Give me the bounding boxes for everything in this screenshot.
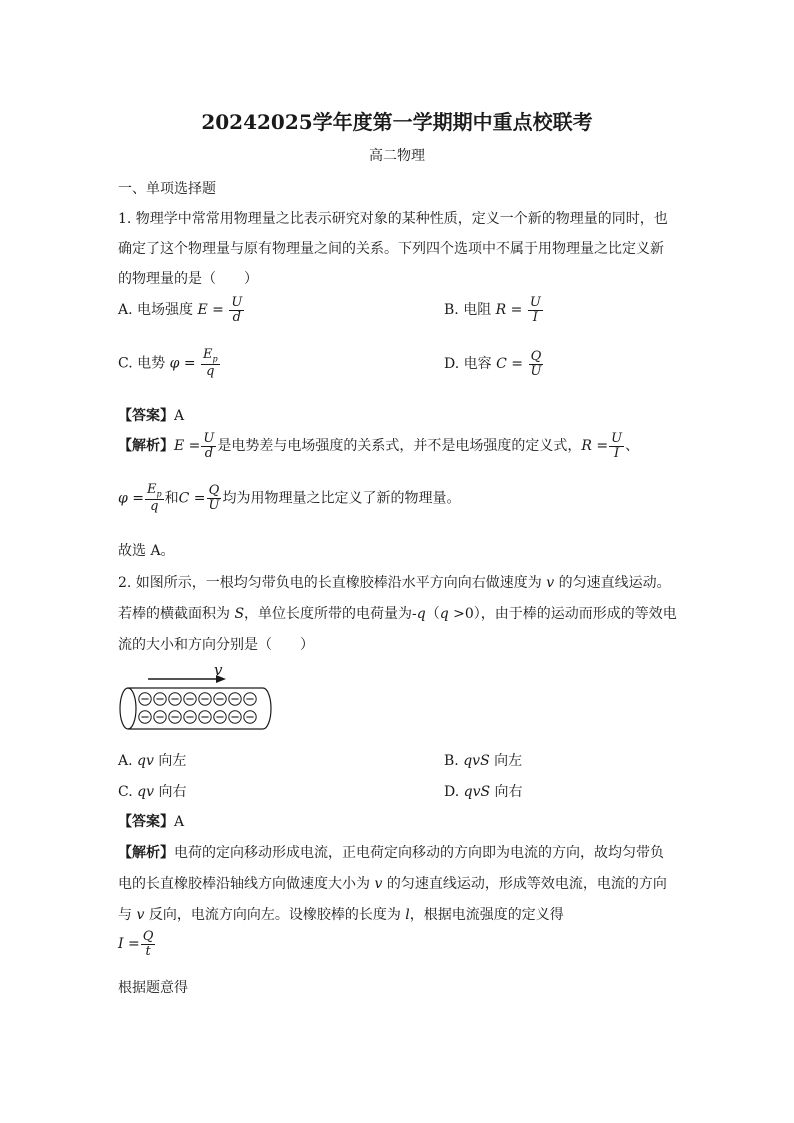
q1-option-a-den: d	[232, 309, 241, 325]
q1-ana-and: 和	[164, 490, 179, 507]
q2-analysis-tag: 【解析】	[118, 845, 174, 861]
q1-analysis-line1	[118, 432, 639, 460]
q2-option-c-label: C.	[118, 784, 138, 800]
q2-stem-line1-b: 的匀速直线运动。	[554, 575, 671, 591]
q1-ana-c-den: U	[208, 497, 220, 513]
q1-option-d-num: Q	[530, 349, 542, 364]
q2-option-b-expr: qvS	[463, 753, 490, 769]
q1-option-a-label: A. 电场强度	[118, 302, 194, 319]
q1-option-b-fraction	[528, 296, 543, 324]
q1-analysis-tag: 【解析】	[118, 438, 174, 455]
q1-ana-text1: 是电势差与电场强度的关系式，并不是电场强度的定义式，	[217, 438, 582, 455]
q2-answer-value: A	[174, 814, 185, 830]
q2-option-b-label: B.	[444, 753, 464, 769]
q1-option-b-label: B. 电阻	[444, 302, 492, 319]
q2-stem-s: S	[234, 606, 245, 622]
q1-ana-text2: 均为用物理量之比定义了新的物理量。	[222, 490, 461, 507]
negative-charges	[139, 693, 256, 723]
q2-option-d	[444, 781, 523, 801]
q2-option-a-label: A.	[118, 753, 138, 769]
q2-stem-line2	[118, 603, 677, 623]
q1-ana-phi-num	[145, 483, 164, 500]
q1-option-b	[444, 296, 544, 324]
q1-ana-r-den: I	[614, 445, 620, 461]
q2-closing-line: 根据题意得	[118, 980, 188, 996]
q1-option-b-den: I	[532, 309, 538, 325]
page-subtitle: 高二物理	[369, 148, 425, 164]
q2-option-a	[118, 750, 186, 770]
q1-answer	[118, 405, 184, 425]
q1-ana-comma: 、	[625, 438, 640, 455]
q1-ana-phi-fraction	[145, 483, 164, 514]
q2-answer-tag: 【答案】	[118, 814, 174, 830]
q1-ana-c-num: Q	[208, 483, 220, 499]
q2-option-c-text: 向右	[154, 784, 187, 800]
q2-option-a-expr: qv	[137, 753, 154, 769]
q2-equation-den: t	[145, 943, 151, 959]
q2-equation-fraction	[141, 930, 156, 958]
q2-analysis-line2-v: v	[374, 876, 383, 892]
q1-stem-line2: 确定了这个物理量与原有物理量之间的关系。下列四个选项中不属于用物理量之比定义新	[118, 241, 664, 257]
q2-equation-num: Q	[142, 929, 154, 944]
q2-analysis-line3-v: v	[136, 907, 145, 923]
rod-left-end	[120, 688, 136, 729]
q1-analysis-line2	[118, 483, 460, 514]
q1-ana-e-num: U	[203, 431, 215, 446]
q2-stem-line3: 流的大小和方向分别是（ ）	[118, 637, 314, 653]
q1-ana-phi-den: q	[150, 498, 159, 514]
q1-ana-r-fraction	[609, 432, 624, 460]
q2-equation	[118, 930, 156, 958]
q1-ana-c-lhs: C =	[178, 490, 206, 507]
q1-option-c-den: q	[206, 363, 215, 379]
q1-conclusion: 故选 A。	[118, 543, 175, 559]
q2-stem-line2-d: >0），由于棒的运动而形成的等效电	[448, 606, 677, 622]
q2-option-b	[444, 750, 522, 770]
q2-analysis-text1: 电荷的定向移动形成电流，正电荷定向移动的方向即为电流的方向，故均匀带负	[174, 845, 664, 861]
q1-ana-phi-lhs: φ =	[118, 490, 144, 507]
q2-analysis-line3-b: 反向，电流方向向左。设橡胶棒的长度为	[144, 907, 406, 923]
section-heading: 一、单项选择题	[118, 181, 216, 197]
q2-analysis-line2-a: 电的长直橡胶棒沿轴线方向做速度大小为	[118, 876, 375, 892]
q2-option-a-text: 向左	[153, 753, 187, 769]
q2-stem-line2-c: （	[425, 606, 440, 622]
q2-analysis-line3-a: 与	[118, 907, 137, 923]
charged-rod-figure	[118, 665, 278, 735]
q2-option-c	[118, 781, 186, 801]
q1-option-a-lhs: E =	[197, 302, 224, 319]
q1-ana-r-lhs: R =	[581, 438, 609, 455]
q1-option-d-lhs: C =	[496, 356, 523, 373]
q2-equation-lhs: I =	[118, 936, 140, 953]
q1-option-c	[118, 348, 221, 379]
q1-option-d-den: U	[530, 363, 542, 379]
q1-option-c-lhs: φ =	[169, 355, 196, 372]
q2-option-b-text: 向左	[489, 753, 523, 769]
q2-stem-line1	[118, 572, 671, 592]
q2-analysis-line2	[118, 873, 667, 893]
q1-option-a-num: U	[231, 295, 243, 310]
q1-option-d	[444, 350, 544, 378]
q1-answer-value: A	[174, 408, 185, 424]
q1-ana-e-den: d	[204, 445, 214, 461]
q2-answer	[118, 811, 184, 831]
page-title: 20242025学年度第一学期期中重点校联考	[201, 110, 593, 134]
q1-ana-e-fraction	[201, 432, 216, 460]
q1-ana-phi-num-sub: p	[156, 489, 162, 499]
q2-analysis-line1	[118, 842, 664, 862]
velocity-label: v	[214, 665, 223, 679]
q2-option-d-label: D.	[444, 784, 464, 800]
q1-ana-phi-num-main: E	[146, 482, 157, 497]
q1-ana-r-num: U	[611, 431, 623, 446]
q2-stem-line2-a: 若棒的横截面积为	[118, 606, 235, 622]
q1-option-b-lhs: R =	[495, 302, 523, 319]
q1-ana-e-lhs: E =	[174, 438, 201, 455]
q2-stem-v: v	[546, 575, 555, 591]
q2-analysis-line3-l: l	[405, 907, 410, 923]
q2-stem-line2-b: ，单位长度所带的电荷量为-	[244, 606, 417, 622]
q1-option-c-fraction	[201, 348, 220, 379]
q2-option-c-expr: qv	[137, 784, 154, 800]
q1-option-a-fraction	[229, 296, 244, 324]
q2-stem-q2: q	[439, 606, 449, 622]
rod-right-end	[263, 688, 271, 729]
q1-answer-tag: 【答案】	[118, 408, 174, 424]
q1-option-b-num: U	[529, 295, 541, 310]
q2-option-d-text: 向右	[490, 784, 523, 800]
q1-stem-line3: 的物理量的是（ ）	[118, 271, 258, 287]
q2-analysis-line2-b: 的匀速直线运动，形成等效电流，电流的方向	[382, 876, 667, 892]
q2-stem-line1-a: 2. 如图所示，一根均匀带负电的长直橡胶棒沿水平方向向右做速度为	[118, 575, 547, 591]
q1-option-d-label: D. 电容	[444, 356, 492, 373]
q2-analysis-line3	[118, 904, 564, 924]
q1-option-a	[118, 296, 245, 324]
q1-option-c-num-main: E	[203, 347, 213, 362]
q2-option-d-expr: qvS	[463, 784, 491, 800]
q1-option-c-label: C. 电势	[118, 355, 166, 372]
q1-option-c-num-sub: p	[212, 354, 218, 364]
q1-stem-line1: 1. 物理学中常常用物理量之比表示研究对象的某种性质，定义一个新的物理量的同时，也	[118, 211, 668, 227]
q1-ana-c-fraction	[207, 484, 222, 512]
q2-analysis-line3-c: ，根据电流强度的定义得	[409, 907, 564, 923]
q2-stem-q: q	[416, 606, 426, 622]
q1-option-d-fraction	[528, 350, 543, 378]
q1-option-c-num	[201, 348, 220, 365]
